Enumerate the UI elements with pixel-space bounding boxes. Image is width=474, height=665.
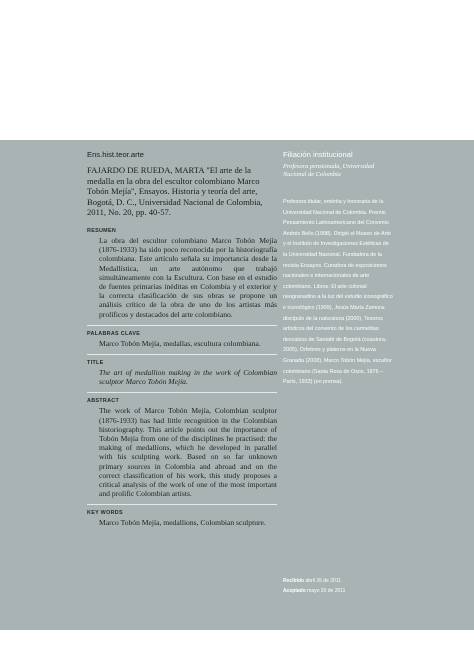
bottom-white-panel [0,630,474,665]
accepted-date: mayo 20 de 2011 [307,588,346,594]
divider [87,392,277,393]
author-info-column [283,150,393,388]
keywords-text: Marco Tobón Mejía, medallions, Colombian sculpture. [99,518,266,528]
author-name: Marta Fajardo de Rueda [87,70,244,86]
received-label: Recibido [283,578,305,584]
received-line [283,576,345,586]
submission-dates [283,576,345,596]
resumen-text: La obra del escultor colombiano Marco Tobón Mejía (1876-1933) ha sido poco reconocida por la historiografía colombiana. Este artículo señala su importancia desde la Medallística, un arte autónomo que trabajó simultáneamente con la Escultura. Con base en el estudio de fuentes primarias inéditas en Colombia y el exterior y la correcta clasificación de sus obras se propone un análisis crítico de la obra de uno de los artistas más prolíficos y destacados del arte colombiano. [99,235,277,319]
affiliation-heading: Filiación institucional [283,150,353,159]
keywords-label: KEY WORDS [87,510,123,517]
divider [87,504,277,505]
accepted-line [283,586,345,596]
affiliation-text: Profesora pensionada, Universidad Nacional de Colombia [283,163,375,178]
journal-abbrev: Ens.hist.teor.arte [87,150,144,159]
citation: FAJARDO DE RUEDA, MARTA "El arte de la medalla en la obra del escultor colombiano Marco Tobón Mejía", Ensayos. Historia y teoría del arte, Bogotá, D. C., Universidad Nacional de Colombia, 2011, No. 20, pp. 40-57. [87,165,263,218]
resumen-label: RESUMEN [87,227,117,234]
abstract-column [87,150,277,534]
divider [87,354,277,355]
abstract-text: The work of Marco Tobón Mejía, Colombian sculptor (1876-1933) has had little recognition in the Colombian historiography. This article points out the importance of Tobón Mejía from one of the disciplines he practised: the making of medallions, which he developed in parallel with his sculpting work. Based on so far unknown primary sources in Colombia and abroad and on the correct classification of his work, this study proposes a critical analysis of the work of one of the most important and prolific Colombian artists. [99,406,277,499]
palabras-clave-label: PALABRAS CLAVE [87,330,141,337]
author-block [87,70,243,99]
title-english: The art of medallion making in the work of Colombian sculptor Marco Tobón Mejía. [99,368,277,387]
abstract-label: ABSTRACT [87,398,120,405]
divider [87,325,277,326]
accepted-label: Aceptado [283,588,306,594]
received-date: abril 26 de 2011 [305,578,342,584]
title-label: TITLE [87,360,104,366]
author-bio: Profesora titular, emérita y honoraria de la Universidad Nacional de Colombia. Premio Pensamiento Latinoamericano del Convenio Andrés Bello (1998). Dirigió el Museo de Arte y el Instituto de Investigaciones Estéticas de la Universidad Nacional. Fundadora de la revista Ensayos. Curadora de exposiciones nacionales e internacionales de arte colombiano. Libros: El arte colonial neogranadino a la luz del estudio iconográfico e iconológico (1999), Jesús María Zamora: discípulo de la naturaleza (2000), Tesoros artísticos del convento de los carmelitas descalzos de Santafé de Bogotá (coautora, 2005), Orfebres y plateros en la Nueva Granada (2008), Marco Tobón Mejía, escultor colombiano (Santa Rosa de Osos, 1876 – París, 1933) (en prensa). [283,199,393,386]
palabras-clave-text: Marco Tobón Mejía, medallas, escultura colombiana. [99,338,261,348]
author-email[interactable]: mrueda2@yahoo.com [87,90,166,99]
